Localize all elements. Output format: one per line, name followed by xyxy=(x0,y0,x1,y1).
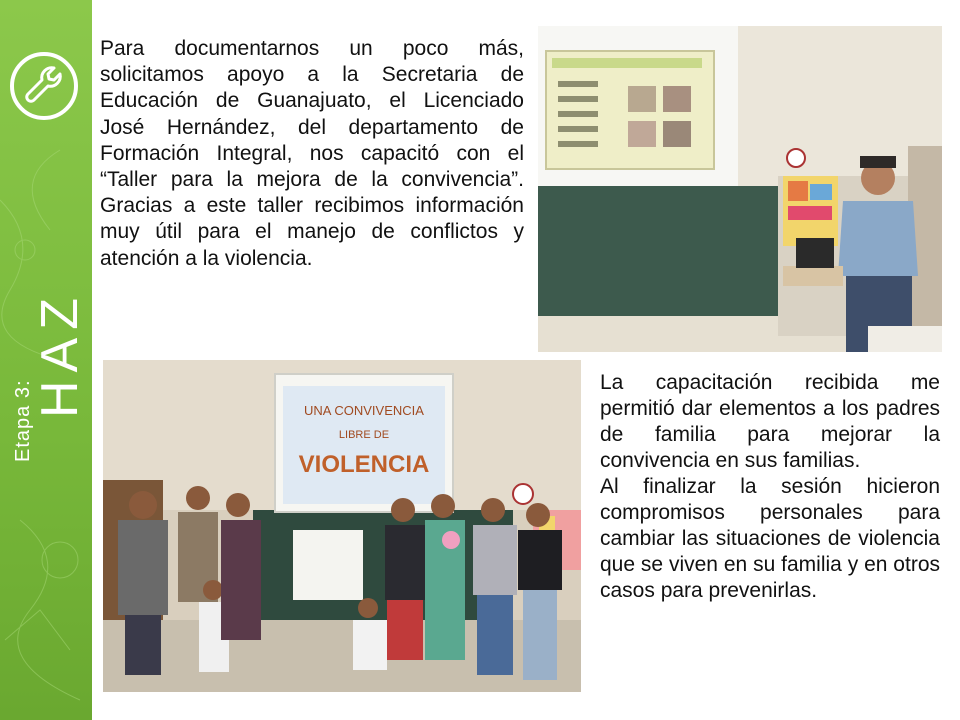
results-paragraph xyxy=(600,370,940,604)
screen-line-3: VIOLENCIA xyxy=(298,451,430,478)
presenter-photo xyxy=(538,26,942,352)
sidebar xyxy=(0,0,92,720)
intro-paragraph: Para documentarnos un poco más, solicitamos apoyo a la Secretaria de Educación de Guanajuato, el Licenciado José Hernández, del departamento de Formación Integral, nos capacitó con el “Taller para la mejora de la convivencia”. Gracias a este taller recibimos información muy útil para el manejo de conflictos y atención a la violencia. xyxy=(100,37,524,270)
group-photo xyxy=(103,360,581,692)
results-paragraph-part-1: La capacitación recibida me permitió dar elementos a los padres de familia para mejorar la convivencia en sus familias. xyxy=(600,371,940,472)
screen-line-2: LIBRE DE xyxy=(338,429,390,441)
screen-line-1: UNA CONVIVENCIA xyxy=(304,403,424,418)
results-paragraph-part-2: Al finalizar la sesión hicieron compromisos personales para cambiar las situaciones de violencia que se viven en su familia y en otros casos para prevenirlas. xyxy=(600,475,940,602)
presenter-photo-illustration xyxy=(538,26,942,352)
wrench-icon xyxy=(8,50,80,122)
group-photo-illustration xyxy=(103,360,581,692)
stage-name: HAZ xyxy=(31,290,89,418)
stage-label: Etapa 3: xyxy=(12,379,34,462)
